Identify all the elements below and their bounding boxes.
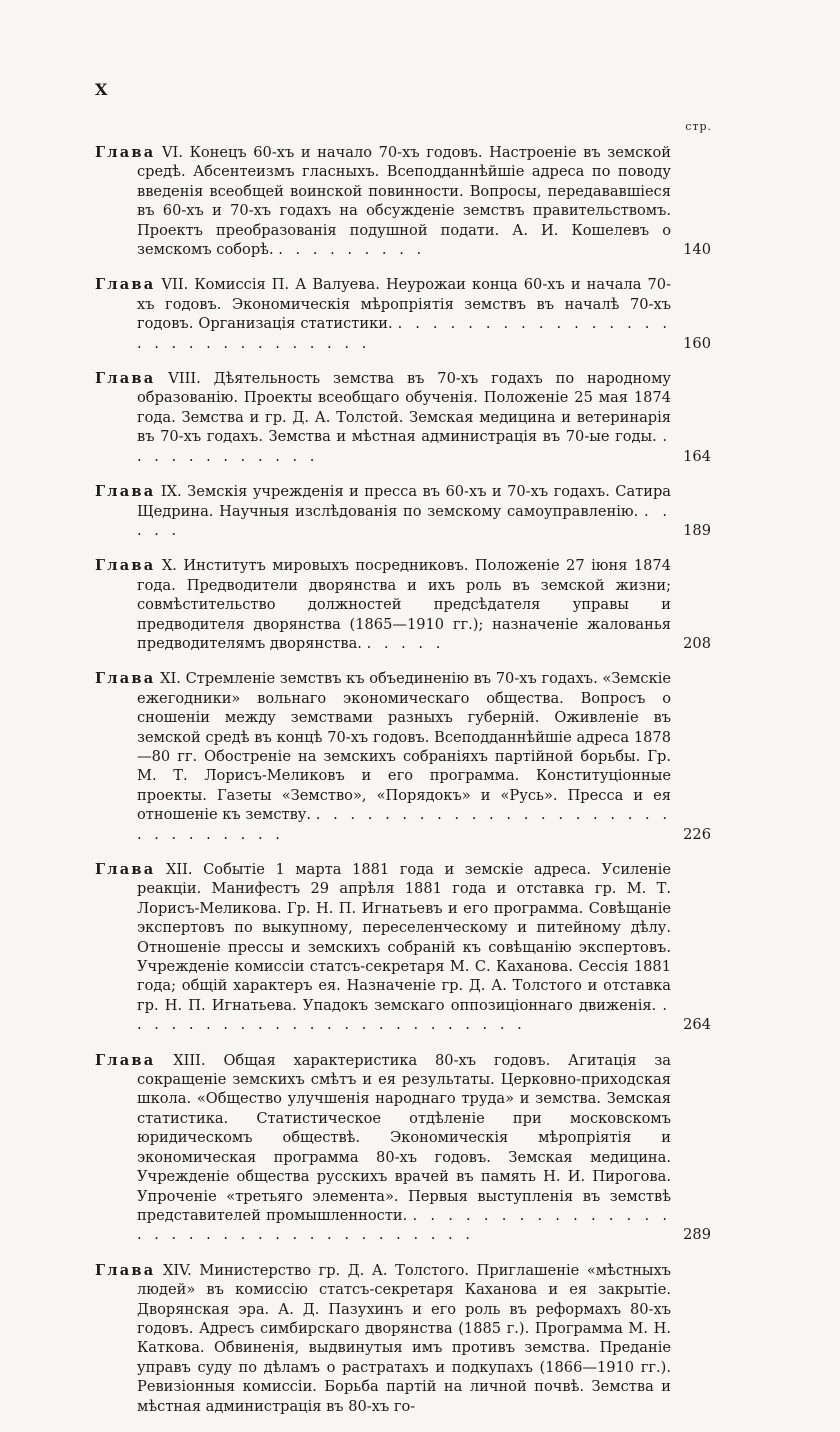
chapter-summary: Земскія учрежденія и пресса въ 60-хъ и 70-хъ годахъ. Сатира Щедрина. Научныя изслѣдованія по земскому самоуправленію. xyxy=(137,483,671,520)
leader-dots: . . . . . xyxy=(366,634,445,652)
toc-entry-chapter-7[interactable] xyxy=(95,275,711,353)
table-of-contents xyxy=(95,143,711,1432)
chapter-label: Глава xyxy=(95,483,156,501)
toc-entry-text xyxy=(95,1261,711,1416)
toc-entry-chapter-10[interactable] xyxy=(95,556,711,653)
chapter-numeral: XIII. xyxy=(173,1051,206,1069)
leader-dots: . . . . . . . . . . . . xyxy=(137,428,671,465)
toc-entry-chapter-6[interactable] xyxy=(95,143,711,259)
chapter-numeral: VI. xyxy=(162,144,183,161)
page-reference: 264 xyxy=(683,1016,711,1034)
toc-entry-chapter-11[interactable] xyxy=(95,669,711,844)
chapter-numeral: XI. xyxy=(160,670,181,688)
page-column-label: стр. xyxy=(685,120,712,133)
chapter-label: Глава xyxy=(95,861,156,878)
chapter-summary: Дѣятельность земства въ 70-хъ годахъ по народному образованію. Проекты всеобщаго обученія. Положеніе 25 мая 1874 года. Земства и гр. Д. А. Толстой. Земская медицина и ветеринарія въ 70-хъ годахъ. Земства и мѣстная администрація въ 70-ые годы. xyxy=(137,370,672,446)
page-number: X xyxy=(95,80,108,99)
chapter-summary: Институтъ мировыхъ посредниковъ. Положеніе 27 іюня 1874 года. Предводители дворянства и ихъ роль въ земской жизни; совмѣстительство должностей предсѣдателя управы и предводителя дворянства (1865—1910 гг.); назначеніе жалованья предводителямъ дворянства. xyxy=(137,557,671,652)
chapter-numeral: XIV. xyxy=(163,1261,192,1279)
toc-entry-text xyxy=(95,369,711,466)
chapter-label: Глава xyxy=(95,1261,156,1279)
leader-dots: . . . . . . . . . . . . . . . . . . . . . . . . xyxy=(137,996,671,1034)
leader-dots: . . . . . xyxy=(137,502,672,539)
toc-entry-text xyxy=(95,275,711,353)
chapter-summary: Общая характеристика 80-хъ годовъ. Агитація за сокращеніе земскихъ смѣтъ и ея результаты. Церковно-приходская школа. «Общество улучшенія народнаго труда» и земства. Земская статистика. Статистическое отдѣленіе при московскомъ юридическомъ обществѣ. Экономическія мѣропріятія и экономическая программа 80-хъ годовъ. Земская медицина. Учрежденіе общества русскихъ врачей въ память Н. И. Пирогова. Упроченіе «третьяго элемента». Первыя выступленія въ земствѣ представителей промышленности. xyxy=(137,1051,671,1224)
chapter-summary: Министерство гр. Д. А. Толстого. Приглашеніе «мѣстныхъ людей» въ комиссію статсъ-секретаря Каханова и ея закрытіе. Дворянская эра. А. Д. Пазухинъ и его роль въ реформахъ 80-хъ годовъ. Адресъ симбирскаго дворянства (1885 г.). Программа М. Н. Каткова. Обвиненія, выдвинутыя имъ противъ земства. Преданіе управъ суду по дѣламъ о растратахъ и подкупахъ (1866—1910 гг.). Ревизіонныя комиссіи. Борьба партій на личной почвѣ. Земства и мѣстная администрація въ 80-хъ го- xyxy=(137,1261,672,1415)
chapter-label: Глава xyxy=(95,144,156,161)
chapter-summary: Событіе 1 марта 1881 года и земскіе адреса. Усиленіе реакціи. Манифестъ 29 апрѣля 1881 года и отставка гр. М. Т. Лорисъ-Меликова. Гр. Н. П. Игнатьевъ и его программа. Совѣщаніе экспертовъ по выкупному, переселенческому и питейному дѣлу. Отношеніе прессы и земскихъ собраній къ совѣщанію экспертовъ. Учрежденіе комиссіи статсъ-секретаря М. С. Каханова. Сессія 1881 года; общій характеръ ея. Назначеніе гр. Д. А. Толстого и отставка гр. Н. П. Игнатьева. Упадокъ земскаго оппозиціоннаго движенія. xyxy=(137,861,672,1014)
toc-entry-text xyxy=(95,143,711,259)
page-reference: 160 xyxy=(683,334,711,352)
chapter-label: Глава xyxy=(95,670,156,688)
leader-dots: . . . . . . . . . . . . . . . . . . . . . . . . . . . . . . . . . . . xyxy=(137,1206,672,1244)
chapter-numeral: XII. xyxy=(166,861,193,878)
page-reference: 189 xyxy=(683,521,711,539)
chapter-label: Глава xyxy=(95,370,156,388)
chapter-summary: Комиссія П. А Валуева. Неурожаи конца 60-хъ и начала 70-хъ годовъ. Экономическія мѣропріятія земствъ въ началѣ 70-хъ годовъ. Организація статистики. xyxy=(137,276,672,333)
chapter-numeral: IX. xyxy=(160,483,182,501)
chapter-numeral: VIII. xyxy=(168,370,201,388)
toc-entry-chapter-14[interactable] xyxy=(95,1261,711,1416)
page-reference: 289 xyxy=(683,1226,711,1244)
leader-dots: . . . . . . . . . xyxy=(278,241,426,259)
toc-entry-chapter-9[interactable] xyxy=(95,482,711,540)
toc-entry-text xyxy=(95,482,711,540)
page-reference: 140 xyxy=(683,241,711,259)
chapter-numeral: X. xyxy=(161,557,177,575)
page-reference: 164 xyxy=(683,447,711,465)
chapter-numeral: VII. xyxy=(161,276,189,294)
toc-entry-chapter-8[interactable] xyxy=(95,369,711,466)
toc-entry-text xyxy=(95,860,711,1035)
page-reference: 208 xyxy=(683,634,711,652)
toc-entry-text xyxy=(95,1051,711,1245)
chapter-label: Глава xyxy=(95,557,156,575)
leader-dots: . . . . . . . . . . . . . . . . . . . . . . . . . . . . . . xyxy=(137,315,672,352)
toc-entry-chapter-13[interactable] xyxy=(95,1051,711,1245)
page-reference: 226 xyxy=(683,825,711,843)
chapter-summary: Стремленіе земствъ къ объединенію въ 70-хъ годахъ. «Земскіе ежегодники» вольнаго экономическаго общества. Вопросъ о сношеніи между земствами разныхъ губерній. Оживленіе въ земской средѣ въ концѣ 70-хъ годовъ. Всеподданнѣйшіе адреса 1878—80 гг. Обостреніе на земскихъ собраніяхъ партійной борьбы. Гр. М. Т. Лорисъ-Меликовъ и его программа. Конституціонные проекты. Газеты «Земство», «Порядокъ» и «Русь». Пресса и ея отношеніе къ земству. xyxy=(137,670,672,824)
leader-dots: . . . . . . . . . . . . . . . . . . . . . . . . . . . . . . xyxy=(137,806,672,843)
chapter-label: Глава xyxy=(95,1051,156,1069)
toc-entry-text xyxy=(95,669,711,844)
chapter-label: Глава xyxy=(95,276,156,294)
chapter-summary: Конецъ 60-хъ и начало 70-хъ годовъ. Настроеніе въ земской средѣ. Абсентеизмъ гласныхъ. Всеподданнѣйшіе адреса по поводу введенія всеобщей воинской повинности. Вопросы, передававшіеся въ 60-хъ и 70-хъ годахъ на обсужденіе земствъ правительствомъ. Проектъ преобразованія подушной подати. А. И. Кошелевъ о земскомъ соборѣ. xyxy=(137,144,672,259)
toc-entry-text xyxy=(95,556,711,653)
toc-entry-chapter-12[interactable] xyxy=(95,860,711,1035)
